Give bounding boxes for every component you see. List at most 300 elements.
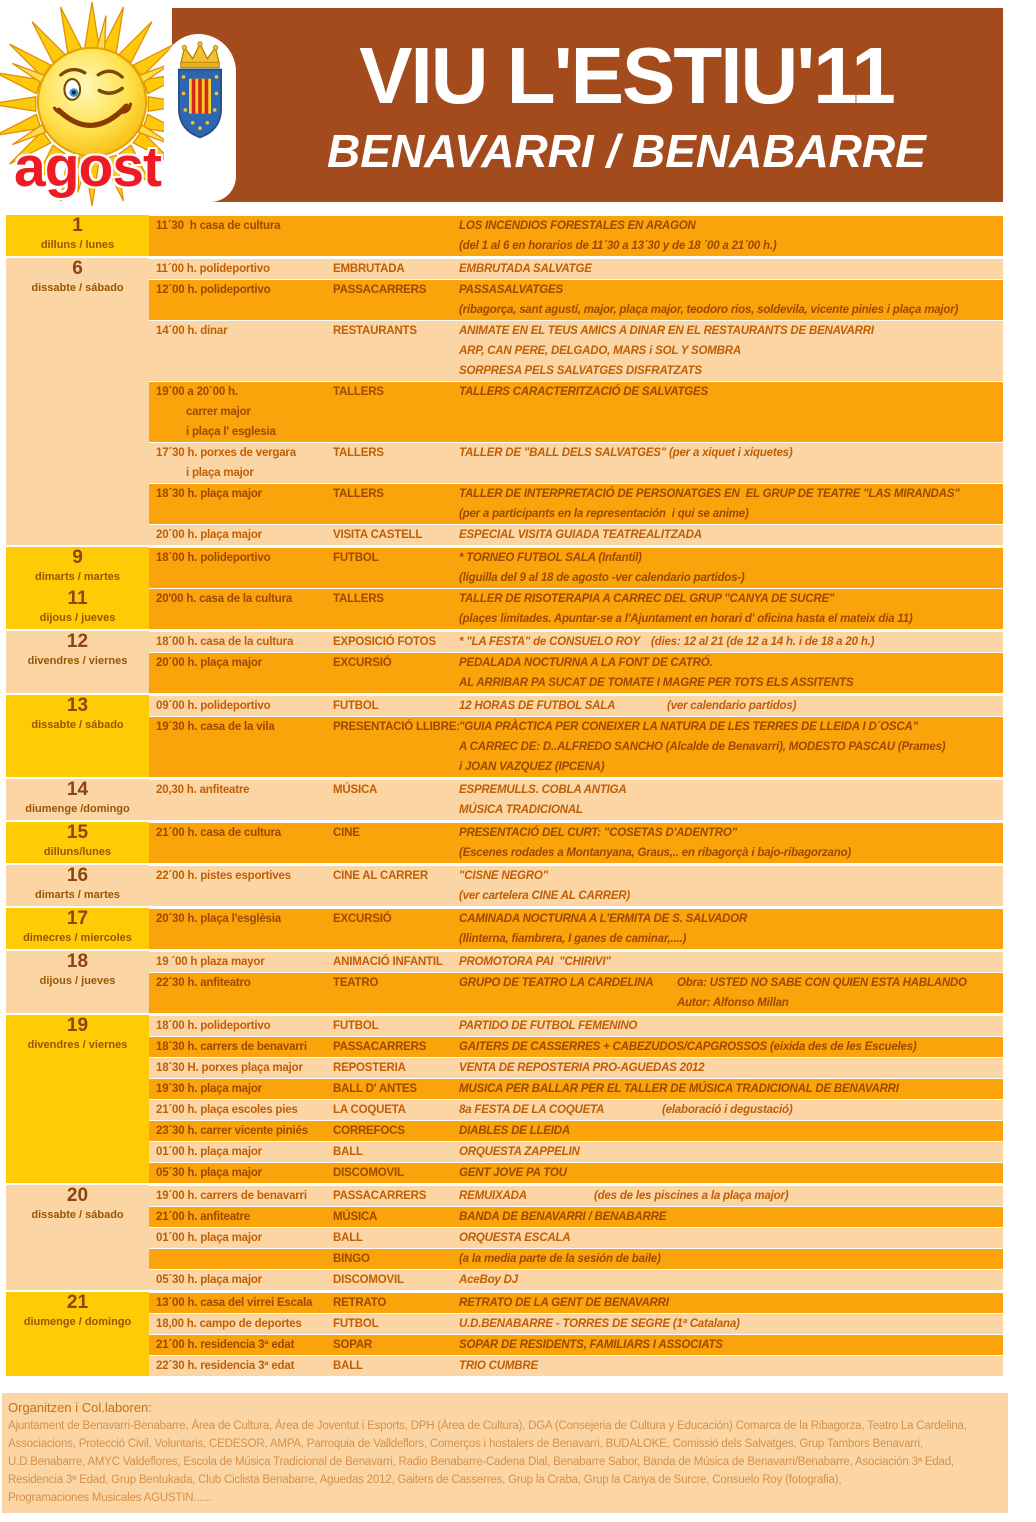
event-description bbox=[459, 993, 1003, 1013]
day-label bbox=[6, 631, 149, 670]
event-category: REPOSTERIA bbox=[333, 1062, 406, 1074]
day-weekday: divendres / viernes bbox=[27, 1039, 128, 1051]
event-category: ANIMACIÓ INFANTIL bbox=[333, 956, 443, 968]
event-category bbox=[333, 568, 459, 588]
event-description: ARP, CAN PERE, DELGADO, MARS i SOL Y SOMBRA bbox=[459, 345, 741, 357]
event-band bbox=[149, 1036, 1003, 1057]
day-weekday: divendres / viernes bbox=[27, 655, 128, 667]
event-time: 18,00 h. campo de deportes bbox=[156, 1318, 302, 1330]
day-block bbox=[6, 631, 1003, 693]
event-time: 20´00 h. plaça major bbox=[156, 529, 262, 541]
event-line bbox=[149, 886, 1003, 906]
event-band bbox=[149, 1015, 1003, 1036]
event-line bbox=[149, 1016, 1003, 1036]
event-line bbox=[149, 780, 1003, 800]
day-block bbox=[6, 695, 1003, 777]
event-line bbox=[149, 843, 1003, 863]
event-description: LOS INCENDIOS FORESTALES EN ARAGON bbox=[459, 220, 696, 232]
event-time: 21´00 h. plaça escoles pies bbox=[156, 1104, 298, 1116]
schedule-table bbox=[6, 215, 1003, 1376]
event-description: GAITERS DE CASSERRES + CABEZUDOS/CAPGROSSOS (eixida des de les Escueles) bbox=[459, 1041, 917, 1053]
event-line bbox=[149, 422, 1003, 442]
event-time: 11´30 h casa de cultura bbox=[156, 220, 281, 232]
event-category: BALL D' ANTES bbox=[333, 1083, 417, 1095]
event-time: 20´00 h. plaça major bbox=[156, 657, 262, 669]
event-category: TALLERS bbox=[333, 593, 384, 605]
day-weekday: dimecres / miercoles bbox=[23, 932, 132, 944]
event-category: MÚSICA bbox=[333, 784, 378, 796]
day-label bbox=[6, 1015, 149, 1054]
event-line bbox=[149, 259, 1003, 279]
event-time bbox=[149, 993, 333, 1013]
event-band bbox=[149, 1185, 1003, 1206]
event-line bbox=[149, 1186, 1003, 1206]
event-line bbox=[149, 402, 1003, 422]
day-weekday: dilluns / lunes bbox=[40, 239, 115, 251]
event-band bbox=[149, 1162, 1003, 1183]
event-band bbox=[149, 1141, 1003, 1162]
event-line bbox=[149, 823, 1003, 843]
event-band bbox=[149, 320, 1003, 381]
event-time: 20,30 h. anfiteatre bbox=[156, 784, 250, 796]
event-band bbox=[149, 588, 1003, 629]
day-number: 1 bbox=[72, 215, 83, 236]
event-category: EXCURSIÓ bbox=[333, 657, 392, 669]
day-block bbox=[6, 951, 1003, 1013]
event-description: RETRATO DE LA GENT DE BENAVARRI bbox=[459, 1297, 669, 1309]
event-category: TALLERS bbox=[333, 488, 384, 500]
day-cell bbox=[6, 951, 149, 1013]
event-line bbox=[149, 1142, 1003, 1162]
event-category bbox=[333, 216, 459, 236]
event-line bbox=[149, 236, 1003, 256]
poster-subtitle: BENAVARRI / BENABARRE bbox=[327, 125, 926, 177]
event-band bbox=[149, 258, 1003, 279]
event-time: 21´00 h. casa de cultura bbox=[156, 827, 281, 839]
footer-line: Residencia 3ª Edad, Grup Bentukada, Club Ciclista Benabarre, Aguedas 2012, Gaiters de Casserres, Grup la Craba, Grup la Canya de Surcre, Consuelo Roy (fotografia), bbox=[8, 1474, 842, 1486]
event-description: VENTA DE REPOSTERIA PRO-AGUEDAS 2012 bbox=[459, 1062, 705, 1074]
event-category bbox=[333, 361, 459, 381]
day-number: 15 bbox=[66, 822, 89, 843]
day-events bbox=[149, 215, 1003, 256]
event-category bbox=[333, 422, 459, 442]
event-time bbox=[149, 341, 333, 361]
event-time: 05´30 h. plaça major bbox=[156, 1274, 262, 1286]
month-label: agost bbox=[14, 135, 162, 199]
day-label bbox=[6, 695, 149, 734]
event-note: (dies: 12 al 21 (de 12 a 14 h. i de 18 a 20 h.) bbox=[651, 636, 875, 648]
event-description: ESPREMULLS. COBLA ANTIGA bbox=[459, 784, 627, 796]
day-events bbox=[149, 258, 1003, 545]
day-number: 16 bbox=[66, 865, 89, 886]
day-weekday: dilluns/lunes bbox=[43, 846, 112, 858]
event-note: (ver calendario partidos) bbox=[667, 700, 797, 712]
event-line bbox=[149, 548, 1003, 568]
event-category: VISITA CASTELL bbox=[333, 529, 423, 541]
event-time bbox=[149, 737, 333, 757]
event-time: 23´30 h. carrer vicente piniés bbox=[156, 1125, 308, 1137]
day-events bbox=[149, 1292, 1003, 1376]
day-weekday: dissabte / sábado bbox=[31, 1209, 124, 1221]
event-line bbox=[149, 321, 1003, 341]
event-band bbox=[149, 631, 1003, 652]
event-category: BALL bbox=[333, 1232, 363, 1244]
event-description: (ribagorça, sant agustí, major, plaça major, teodoro rios, soldevila, vicente pinies i plaça major) bbox=[459, 304, 959, 316]
event-line bbox=[149, 673, 1003, 693]
event-category: CINE bbox=[333, 827, 360, 839]
day-weekday: dimarts / martes bbox=[35, 889, 120, 901]
event-time bbox=[149, 1249, 333, 1269]
day-events bbox=[149, 695, 1003, 777]
event-description: MUSICA PER BALLAR PER EL TALLER DE MÚSICA TRADICIONAL DE BENAVARRI bbox=[459, 1083, 899, 1095]
event-line bbox=[149, 1058, 1003, 1078]
day-cell bbox=[6, 215, 149, 256]
event-description: REMUIXADA (des de les piscines a la plaça major) bbox=[459, 1186, 1003, 1206]
event-category: EXCURSIÓ bbox=[333, 913, 392, 925]
day-events bbox=[149, 951, 1003, 1013]
event-description: BANDA DE BENAVARRI / BENABARRE bbox=[459, 1211, 667, 1223]
event-category bbox=[333, 236, 459, 256]
event-note: (des de les piscines a la plaça major) bbox=[594, 1190, 789, 1202]
event-description: ESPECIAL VISITA GUIADA TEATREALITZADA bbox=[459, 529, 702, 541]
event-time bbox=[149, 361, 333, 381]
day-block bbox=[6, 865, 1003, 906]
event-description: PASSASALVATGES bbox=[459, 284, 563, 296]
event-category: DISCOMOVIL bbox=[333, 1167, 404, 1179]
footer-line: Ajuntament de Benavarri-Benabarre, Àrea de Cultura, Àrea de Joventut i Esports, DPH (Àrea de Cultura), DGA (Consejeria de Cultura y Educación) Comarca de la Ribagorza, Teatro La Cardelina, bbox=[8, 1420, 967, 1432]
event-line bbox=[149, 568, 1003, 588]
day-cell bbox=[6, 779, 149, 820]
day-block bbox=[6, 822, 1003, 863]
event-band bbox=[149, 951, 1003, 972]
event-description: EMBRUTADA SALVATGE bbox=[459, 263, 592, 275]
event-band bbox=[149, 1206, 1003, 1227]
event-time: 17´30 h. porxes de vergara bbox=[156, 447, 296, 459]
event-description: ANIMATE EN EL TEUS AMICS A DINAR EN EL RESTAURANTS DE BENAVARRI bbox=[459, 325, 874, 337]
event-band bbox=[149, 1292, 1003, 1313]
event-category: BINGO bbox=[333, 1253, 370, 1265]
event-category: BALL bbox=[333, 1360, 363, 1372]
event-band bbox=[149, 524, 1003, 545]
event-line bbox=[149, 866, 1003, 886]
day-block bbox=[6, 258, 1003, 545]
event-time: 19 ´00 h plaza mayor bbox=[156, 956, 265, 968]
benabarre-coat-of-arms-icon bbox=[167, 38, 233, 158]
event-time: 18´30 H. porxes plaça major bbox=[156, 1062, 303, 1074]
event-time bbox=[149, 673, 333, 693]
day-cell bbox=[6, 822, 149, 863]
event-line bbox=[149, 589, 1003, 609]
event-category: DISCOMOVIL bbox=[333, 1274, 404, 1286]
event-time: 19´00 a 20´00 h. bbox=[156, 386, 238, 398]
event-band bbox=[149, 1227, 1003, 1248]
footer-line: Programaciones Musicales AGUSTIN...... bbox=[8, 1492, 212, 1504]
day-weekday: diumenge / domingo bbox=[23, 1316, 132, 1328]
event-category: CINE AL CARRER bbox=[333, 870, 428, 882]
day-events bbox=[149, 1015, 1003, 1183]
day-block bbox=[6, 547, 1003, 629]
event-band bbox=[149, 695, 1003, 716]
event-description bbox=[459, 422, 1003, 442]
event-category: RETRATO bbox=[333, 1297, 387, 1309]
event-time bbox=[149, 300, 333, 320]
event-band bbox=[149, 1078, 1003, 1099]
event-line bbox=[149, 717, 1003, 737]
day-number: 12 bbox=[66, 631, 89, 652]
event-description: PRESENTACIÓ DEL CURT: "COSETAS D'ADENTRO" bbox=[459, 827, 737, 839]
event-category: EMBRUTADA bbox=[333, 263, 405, 275]
day-cell bbox=[6, 1015, 149, 1183]
footer-line: Associacions, Protecció Civil, Voluntaris, CEDESOR, AMPA, Parroquia de Valldeflors, Comerços i hostalers de Benavarri, BUDALOKE, Comissió dels Salvatges, Grup Tambors Benavarri, bbox=[8, 1438, 924, 1450]
event-category bbox=[333, 463, 459, 483]
footer-line: U.D.Benabarre, AMYC Valdeflores, Escola de Música Tradicional de Benavarri, Radio Benabarre-Cadena Dial, Benabarre Sabor, Banda de Música de Benavarri/Benabarre, Asociación 3ª Edad, bbox=[8, 1456, 954, 1468]
event-band bbox=[149, 652, 1003, 693]
event-band bbox=[149, 822, 1003, 863]
event-category bbox=[333, 886, 459, 906]
event-description: GRUPO DE TEATRO LA CARDELINA Obra: USTED NO SABE CON QUIEN ESTA HABLANDO bbox=[459, 973, 1003, 993]
event-time bbox=[149, 757, 333, 777]
day-label bbox=[6, 1185, 149, 1224]
day-cell bbox=[6, 908, 149, 949]
day-cell bbox=[6, 865, 149, 906]
event-category bbox=[333, 993, 459, 1013]
event-category: MÚSICA bbox=[333, 1211, 378, 1223]
event-category bbox=[333, 609, 459, 629]
poster-title: VIU L'ESTIU'11 bbox=[359, 31, 894, 120]
event-note: Autor: Alfonso Millan bbox=[677, 997, 789, 1009]
event-category: PASSACARRERS bbox=[333, 284, 427, 296]
event-line bbox=[149, 504, 1003, 524]
day-cell bbox=[6, 695, 149, 777]
day-label bbox=[6, 588, 149, 629]
event-description: (ver cartelera CINE AL CARRER) bbox=[459, 890, 631, 902]
event-band bbox=[149, 1355, 1003, 1376]
event-time: 18´30 h. carrers de benavarri bbox=[156, 1041, 307, 1053]
day-cell bbox=[6, 631, 149, 693]
event-category: SOPAR bbox=[333, 1339, 373, 1351]
event-line bbox=[149, 737, 1003, 757]
day-events bbox=[149, 822, 1003, 863]
event-category bbox=[333, 300, 459, 320]
event-time: 13´00 h. casa del virrei Escala bbox=[156, 1297, 313, 1309]
header-banner bbox=[172, 8, 1003, 202]
day-number: 11 bbox=[67, 588, 88, 609]
event-line bbox=[149, 1207, 1003, 1227]
event-description: AL ARRIBAR PA SUCAT DE TOMATE I MAGRE PER TOTS ELS ASSITENTS bbox=[459, 677, 854, 689]
event-line bbox=[149, 973, 1003, 993]
event-time: i plaça l' esglesia bbox=[156, 426, 276, 438]
event-time: 20'00 h. casa de la cultura bbox=[156, 593, 293, 605]
event-time: 20´30 h. plaça l'esglèsia bbox=[156, 913, 281, 925]
day-events bbox=[149, 547, 1003, 629]
event-description: "GUIA PRÀCTICA PER CONEIXER LA NATURA DE LES TERRES DE LLEIDA I D´OSCA" bbox=[459, 721, 918, 733]
event-category: FUTBOL bbox=[333, 700, 379, 712]
day-number: 17 bbox=[66, 908, 89, 929]
event-description: "CISNE NEGRO" bbox=[459, 870, 548, 882]
event-description: (a la media parte de la sesión de baile) bbox=[459, 1253, 661, 1265]
day-number: 19 bbox=[66, 1015, 89, 1036]
event-description: GENT JOVE PA TOU bbox=[459, 1167, 567, 1179]
event-line bbox=[149, 632, 1003, 652]
event-category: EXPOSICIÓ FOTOS bbox=[333, 636, 436, 648]
event-description: ORQUESTA ZAPPELIN bbox=[459, 1146, 580, 1158]
event-category: LA COQUETA bbox=[333, 1104, 406, 1116]
event-band bbox=[149, 972, 1003, 1013]
day-number: 18 bbox=[66, 951, 89, 972]
event-category: TEATRO bbox=[333, 977, 379, 989]
event-description bbox=[459, 463, 1003, 483]
event-time: 14´00 h. dinar bbox=[156, 325, 228, 337]
event-time: i plaça major bbox=[156, 467, 254, 479]
day-weekday: dissabte / sábado bbox=[31, 719, 124, 731]
event-description: (del 1 al 6 en horarios de 11´30 a 13´30 y de 18 ´00 a 21´00 h.) bbox=[459, 240, 777, 252]
event-time: 22´30 h. anfiteatro bbox=[156, 977, 251, 989]
day-block bbox=[6, 1015, 1003, 1183]
event-line bbox=[149, 653, 1003, 673]
day-label bbox=[6, 547, 149, 588]
event-line bbox=[149, 1079, 1003, 1099]
day-label bbox=[6, 822, 149, 861]
event-category bbox=[333, 800, 459, 820]
event-time bbox=[149, 236, 333, 256]
footer bbox=[2, 1393, 1008, 1513]
event-time: 01´00 h. plaça major bbox=[156, 1232, 262, 1244]
event-category bbox=[333, 341, 459, 361]
event-time: 19´30 h. plaça major bbox=[156, 1083, 262, 1095]
event-time: 19´00 h. carrers de benavarri bbox=[156, 1190, 307, 1202]
event-band bbox=[149, 1269, 1003, 1290]
event-line bbox=[149, 341, 1003, 361]
day-label bbox=[6, 951, 149, 990]
event-description: TALLER DE INTERPRETACIÓ DE PERSONATGES EN EL GRUP DE TEATRE "LAS MIRANDAS" bbox=[459, 488, 960, 500]
day-number: 6 bbox=[72, 258, 83, 279]
event-time bbox=[149, 886, 333, 906]
day-events bbox=[149, 1185, 1003, 1290]
event-line bbox=[149, 1100, 1003, 1120]
event-line bbox=[149, 1249, 1003, 1269]
event-line bbox=[149, 525, 1003, 545]
event-description: i JOAN VAZQUEZ (IPCENA) bbox=[459, 761, 605, 773]
event-description: AceBoy DJ bbox=[459, 1274, 518, 1286]
day-block bbox=[6, 779, 1003, 820]
event-line bbox=[149, 1163, 1003, 1183]
event-line bbox=[149, 1314, 1003, 1334]
day-number: 9 bbox=[72, 547, 83, 568]
event-category: FUTBOL bbox=[333, 1020, 379, 1032]
day-cell bbox=[6, 1185, 149, 1290]
event-description: TRIO CUMBRE bbox=[459, 1360, 538, 1372]
event-line bbox=[149, 609, 1003, 629]
event-time: 22´00 h. pistes esportives bbox=[156, 870, 291, 882]
event-description: * TORNEO FUTBOL SALA (Infantil) bbox=[459, 552, 642, 564]
event-line bbox=[149, 216, 1003, 236]
event-band bbox=[149, 908, 1003, 949]
day-weekday: dissabte / sábado bbox=[31, 282, 124, 294]
event-line bbox=[149, 484, 1003, 504]
event-time: 01´00 h. plaça major bbox=[156, 1146, 262, 1158]
event-line bbox=[149, 800, 1003, 820]
event-time: 18´00 h. polideportivo bbox=[156, 552, 271, 564]
event-line bbox=[149, 463, 1003, 483]
event-line bbox=[149, 1270, 1003, 1290]
event-line bbox=[149, 952, 1003, 972]
day-block bbox=[6, 1292, 1003, 1376]
event-description: A CARREC DE: D..ALFREDO SANCHO (Alcalde de Benavarri), MODESTO PASCAU (Prames) bbox=[459, 741, 946, 753]
day-number: 21 bbox=[66, 1292, 89, 1313]
event-description: PROMOTORA PAI "CHIRIVI" bbox=[459, 956, 611, 968]
event-category: FUTBOL bbox=[333, 1318, 379, 1330]
event-time: 18´00 h. casa de la cultura bbox=[156, 636, 294, 648]
event-description: ORQUESTA ESCALA bbox=[459, 1232, 571, 1244]
day-number: 20 bbox=[66, 1185, 89, 1206]
event-category: BALL bbox=[333, 1146, 363, 1158]
footer-lines bbox=[8, 1417, 1000, 1507]
event-category: FUTBOL bbox=[333, 552, 379, 564]
day-block bbox=[6, 1185, 1003, 1290]
footer-heading: Organitzen i Col.laboren: bbox=[8, 1400, 152, 1415]
event-band bbox=[149, 865, 1003, 906]
day-block bbox=[6, 215, 1003, 256]
event-description: TALLERS CARACTERITZACIÓ DE SALVATGES bbox=[459, 386, 708, 398]
event-band bbox=[149, 1099, 1003, 1120]
event-band bbox=[149, 1334, 1003, 1355]
event-time: 09´00 h. polideportivo bbox=[156, 700, 271, 712]
event-category: PASSACARRERS bbox=[333, 1041, 427, 1053]
event-time: 11´00 h. polideportivo bbox=[156, 263, 270, 275]
event-description: PARTIDO DE FUTBOL FEMENINO bbox=[459, 1020, 638, 1032]
day-label bbox=[6, 779, 149, 818]
day-events bbox=[149, 908, 1003, 949]
event-line bbox=[149, 382, 1003, 402]
day-cell bbox=[6, 547, 149, 629]
event-description: CAMINADA NOCTURNA A L'ERMITA DE S. SALVADOR bbox=[459, 913, 748, 925]
day-cell bbox=[6, 258, 149, 545]
event-time bbox=[149, 800, 333, 820]
event-time bbox=[149, 504, 333, 524]
day-events bbox=[149, 779, 1003, 820]
event-band bbox=[149, 547, 1003, 588]
event-description bbox=[459, 402, 1003, 422]
event-line bbox=[149, 300, 1003, 320]
day-weekday: dimarts / martes bbox=[35, 571, 120, 583]
event-band bbox=[149, 1057, 1003, 1078]
day-number: 13 bbox=[66, 695, 89, 716]
event-line bbox=[149, 696, 1003, 716]
event-time: 18´30 h. plaça major bbox=[156, 488, 262, 500]
event-category bbox=[333, 737, 459, 757]
event-line bbox=[149, 1356, 1003, 1376]
day-weekday: dijous / jueves bbox=[39, 612, 116, 624]
event-band bbox=[149, 1313, 1003, 1334]
event-description: 8a FESTA DE LA COQUETA (elaboració i degustació) bbox=[459, 1100, 1003, 1120]
event-category bbox=[333, 504, 459, 524]
event-band bbox=[149, 1120, 1003, 1141]
event-description: * "LA FESTA" de CONSUELO ROY (dies: 12 al 21 (de 12 a 14 h. i de 18 a 20 h.) bbox=[459, 632, 1003, 652]
event-band bbox=[149, 381, 1003, 442]
event-time: carrer major bbox=[156, 406, 251, 418]
day-label bbox=[6, 908, 149, 947]
event-line bbox=[149, 1037, 1003, 1057]
event-description: 12 HORAS DE FUTBOL SALA (ver calendario partidos) bbox=[459, 696, 1003, 716]
event-description: (liguilla del 9 al 18 de agosto -ver calendario partidos-) bbox=[459, 572, 745, 584]
event-category bbox=[333, 757, 459, 777]
event-description: PEDALADA NOCTURNA A LA FONT DE CATRÓ. bbox=[459, 657, 713, 669]
event-band bbox=[149, 483, 1003, 524]
event-time: 22´30 h. residencia 3ª edat bbox=[156, 1360, 295, 1372]
event-time: 18´00 h. polideportivo bbox=[156, 1020, 271, 1032]
event-note: Obra: USTED NO SABE CON QUIEN ESTA HABLANDO bbox=[677, 977, 967, 989]
event-category: RESTAURANTS bbox=[333, 325, 417, 337]
